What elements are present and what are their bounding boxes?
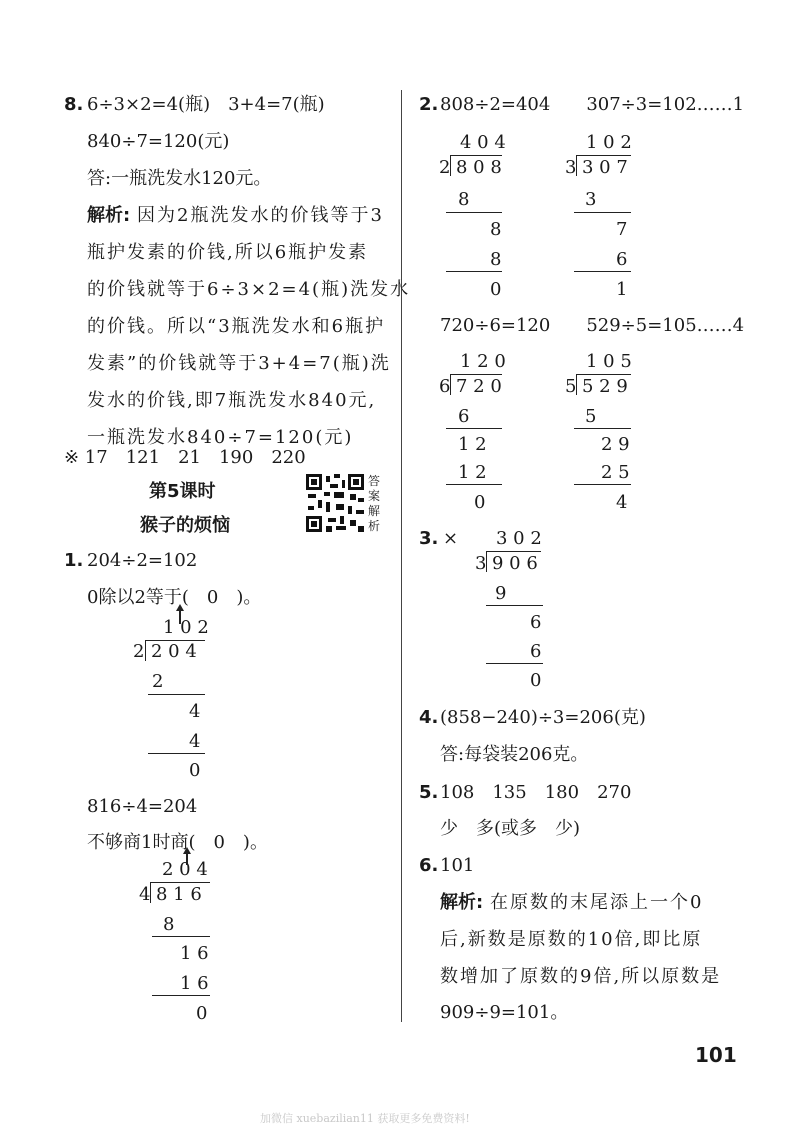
q6-expl-line: 909÷9=101。 <box>440 1002 569 1023</box>
division-bracket-top <box>486 551 541 552</box>
division-dividend: 8 1 6 <box>156 884 202 905</box>
division-step: 6 <box>458 406 470 427</box>
division-step: 6 <box>530 612 542 633</box>
division-step: 8 <box>490 249 502 270</box>
q5-number: 5. <box>419 782 439 803</box>
q1-note1: 0除以2等于( 0 )。 <box>87 587 262 608</box>
q3-number: 3. <box>419 528 439 549</box>
division-divisor: 3 <box>565 157 577 178</box>
q8-expl-line: 瓶护发素的价钱,所以6瓶护发素 <box>87 242 369 263</box>
qr-code[interactable] <box>306 474 364 532</box>
division-dividend: 7 2 0 <box>456 376 502 397</box>
division-dividend: 2 0 4 <box>151 641 197 662</box>
q8-expl-line: 因为2瓶洗发水的价钱等于3 <box>137 205 384 226</box>
division-divisor: 5 <box>565 376 577 397</box>
division-line <box>446 428 502 429</box>
division-step: 0 <box>530 670 542 691</box>
q3-mark: × <box>443 528 459 549</box>
division-divisor: 2 <box>439 157 451 178</box>
division-step: 2 <box>152 671 164 692</box>
division-line <box>574 271 631 272</box>
q4-answer: 答:每袋装206克。 <box>440 744 589 765</box>
division-step: 8 <box>490 219 502 240</box>
q1-line1: 204÷2=102 <box>87 550 198 571</box>
q8-expl-line: 一瓶洗发水840÷7=120(元) <box>87 427 354 448</box>
q6-expl-line: 后,新数是原数的10倍,即比原 <box>440 929 703 950</box>
column-divider <box>401 90 402 1022</box>
division-step: 8 <box>163 914 175 935</box>
q6-expl-line: 在原数的末尾添上一个0 <box>490 892 704 913</box>
q6-number: 6. <box>419 855 439 876</box>
division-line <box>446 212 502 213</box>
division-line <box>152 936 210 937</box>
division-step: 0 <box>189 760 201 781</box>
division-step: 0 <box>196 1003 208 1024</box>
division-line <box>148 753 205 754</box>
arrowhead <box>183 847 191 854</box>
q1-line2: 816÷4=204 <box>87 796 198 817</box>
division-line <box>486 605 543 606</box>
division-step: 4 <box>189 731 201 752</box>
q8-expl-line: 发水的价钱,即7瓶洗发水840元, <box>87 390 377 411</box>
division-quotient: 4 0 4 <box>460 132 506 153</box>
division-step: 9 <box>495 583 507 604</box>
division-line <box>574 428 631 429</box>
division-bracket-top <box>450 155 502 156</box>
division-step: 6 <box>616 249 628 270</box>
division-step: 7 <box>616 219 628 240</box>
division-divisor: 3 <box>475 553 487 574</box>
division-step: 1 6 <box>180 943 209 964</box>
division-line <box>148 694 205 695</box>
q6-expl-line: 数增加了原数的9倍,所以原数是 <box>440 966 722 987</box>
q5-line1: 108 135 180 270 <box>440 782 632 803</box>
q8-line2: 840÷7=120(元) <box>87 131 230 152</box>
division-quotient: 1 2 0 <box>460 351 506 372</box>
division-dividend: 5 2 9 <box>582 376 628 397</box>
footer-watermark: 加微信 xuebazilian11 获取更多免费资料! <box>260 1112 470 1125</box>
q1-number: 1. <box>64 550 84 571</box>
lesson-title: 猴子的烦恼 <box>140 515 230 536</box>
division-dividend: 3 0 7 <box>582 157 628 178</box>
q8-expl-line: 发素”的价钱就等于3+4=7(瓶)洗 <box>87 353 391 374</box>
division-line <box>486 663 543 664</box>
division-line <box>152 995 210 996</box>
division-quotient: 1 0 2 <box>586 132 632 153</box>
division-bracket-top <box>576 155 631 156</box>
arrowhead <box>176 604 184 611</box>
q1-note2: 不够商1时商( 0 )。 <box>87 832 268 853</box>
division-step: 4 <box>616 492 628 513</box>
division-line <box>574 212 631 213</box>
q8-number: 8. <box>64 94 84 115</box>
division-dividend: 8 0 8 <box>456 157 502 178</box>
qr-caption: 答案解析 <box>368 474 381 533</box>
q8-expl-line: 的价钱就等于6÷3×2=4(瓶)洗发水 <box>87 279 411 300</box>
division-step: 1 <box>616 279 628 300</box>
division-bracket-top <box>576 374 631 375</box>
q8-answer: 答:一瓶洗发水120元。 <box>87 168 272 189</box>
division-step: 3 <box>585 189 597 210</box>
division-step: 0 <box>474 492 486 513</box>
division-dividend: 9 0 6 <box>492 553 538 574</box>
division-step: 8 <box>458 189 470 210</box>
division-bracket-top <box>450 374 502 375</box>
division-divisor: 4 <box>139 884 151 905</box>
division-step: 6 <box>530 641 542 662</box>
division-step: 4 <box>189 701 201 722</box>
division-step: 1 2 <box>458 434 487 455</box>
division-quotient: 2 0 4 <box>162 859 208 880</box>
division-step: 1 2 <box>458 462 487 483</box>
division-bracket-top <box>150 882 210 883</box>
q6-line1: 101 <box>440 855 475 876</box>
q2-line1: 808÷2=404 307÷3=102……1 <box>440 94 745 115</box>
lesson-number: 第5课时 <box>149 481 216 502</box>
division-step: 2 9 <box>601 434 630 455</box>
division-step: 0 <box>490 279 502 300</box>
q6-expl-label: 解析: <box>440 892 484 913</box>
division-bracket-side <box>145 640 146 661</box>
division-line <box>574 484 631 485</box>
division-line <box>446 484 502 485</box>
division-step: 2 5 <box>601 462 630 483</box>
division-step: 5 <box>585 406 597 427</box>
division-quotient: 3 0 2 <box>496 528 542 549</box>
division-line <box>446 271 502 272</box>
extra-answers: ※ 17 121 21 190 220 <box>64 447 306 468</box>
division-step: 1 6 <box>180 973 209 994</box>
q2-number: 2. <box>419 94 439 115</box>
division-quotient: 1 0 2 <box>163 617 209 638</box>
page-number: 101 <box>695 1043 737 1067</box>
q8-line1: 6÷3×2=4(瓶) 3+4=7(瓶) <box>87 94 325 115</box>
q8-expl-label: 解析: <box>87 205 131 226</box>
division-divisor: 6 <box>439 376 451 397</box>
q8-expl-line: 的价钱。所以“3瓶洗发水和6瓶护 <box>87 316 386 337</box>
division-divisor: 2 <box>133 641 145 662</box>
q4-number: 4. <box>419 707 439 728</box>
q4-line1: (858−240)÷3=206(克) <box>440 707 646 728</box>
q2-line2: 720÷6=120 529÷5=105……4 <box>440 315 745 336</box>
division-quotient: 1 0 5 <box>586 351 632 372</box>
q5-line2: 少 多(或多 少) <box>440 818 581 839</box>
